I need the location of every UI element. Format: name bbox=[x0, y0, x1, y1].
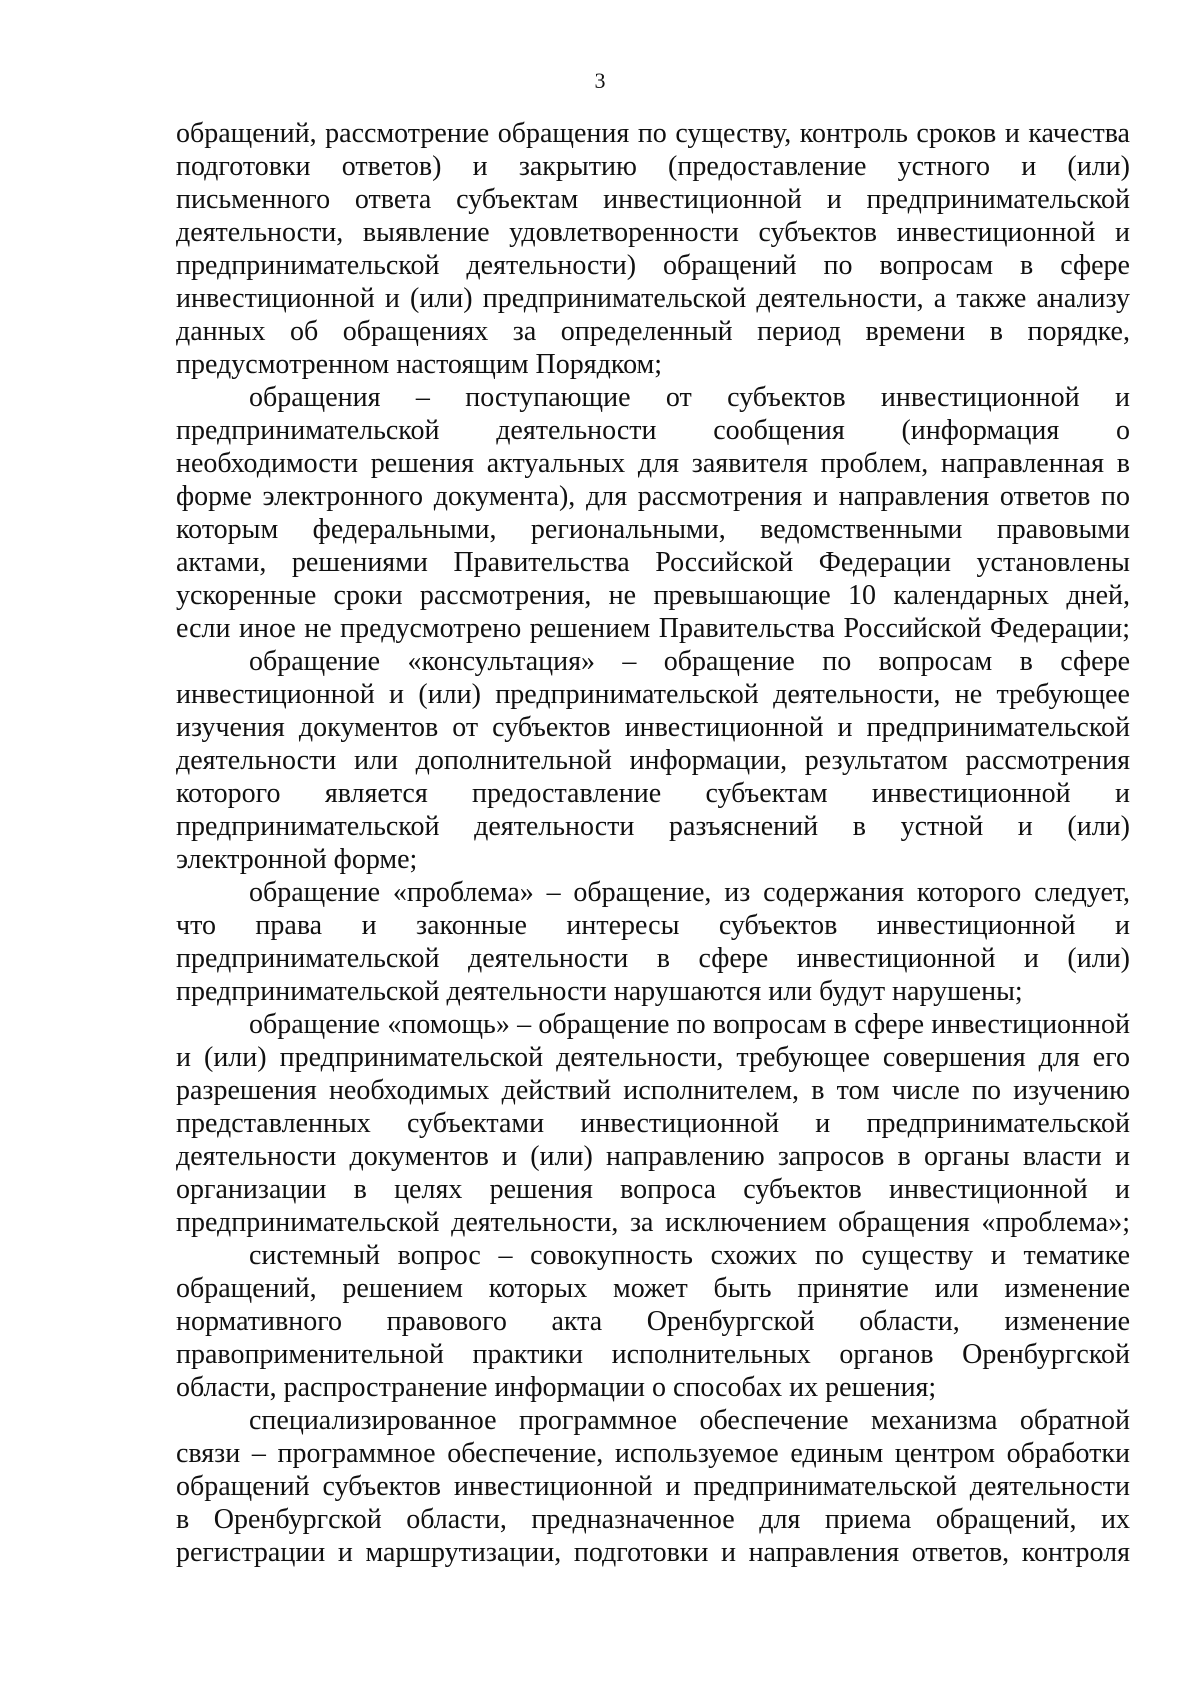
text-line: которым федеральными, региональными, ведомственными правовыми bbox=[176, 514, 1130, 545]
text-line: обращений, решением которых может быть принятие или изменение bbox=[176, 1273, 1130, 1304]
text-line: правоприменительной практики исполнительных органов Оренбургской bbox=[176, 1339, 1130, 1370]
text-line: данных об обращениях за определенный период времени в порядке, bbox=[176, 316, 1130, 347]
text-line: деятельности или дополнительной информации, результатом рассмотрения bbox=[176, 745, 1130, 776]
text-line: электронной форме; bbox=[176, 844, 418, 875]
text-line: инвестиционной и (или) предпринимательской деятельности, а также анализу bbox=[176, 283, 1130, 314]
text-line: в Оренбургской области, предназначенное для приема обращений, их bbox=[176, 1504, 1130, 1535]
text-line: что права и законные интересы субъектов инвестиционной и bbox=[176, 910, 1130, 941]
text-line: предпринимательской деятельности разъяснений в устной и (или) bbox=[176, 811, 1130, 842]
text-line: которого является предоставление субъектам инвестиционной и bbox=[176, 778, 1130, 809]
text-line: обращения – поступающие от субъектов инвестиционной и bbox=[249, 382, 1130, 413]
text-line: обращение «проблема» – обращение, из содержания которого следует, bbox=[249, 877, 1130, 908]
text-line: системный вопрос – совокупность схожих по существу и тематике bbox=[249, 1240, 1130, 1271]
text-line: разрешения необходимых действий исполнителем, в том числе по изучению bbox=[176, 1075, 1130, 1106]
text-line: инвестиционной и (или) предпринимательской деятельности, не требующее bbox=[176, 679, 1130, 710]
text-line: обращений, рассмотрение обращения по существу, контроль сроков и качества bbox=[176, 118, 1130, 149]
text-line: предусмотренном настоящим Порядком; bbox=[176, 349, 663, 380]
text-line: ускоренные сроки рассмотрения, не превышающие 10 календарных дней, bbox=[176, 580, 1130, 611]
text-line: необходимости решения актуальных для заявителя проблем, направленная в bbox=[176, 448, 1130, 479]
text-line: деятельности, выявление удовлетворенности субъектов инвестиционной и bbox=[176, 217, 1130, 248]
text-line: специализированное программное обеспечение механизма обратной bbox=[249, 1405, 1130, 1436]
text-line: обращение «консультация» – обращение по вопросам в сфере bbox=[249, 646, 1130, 677]
text-line: и (или) предпринимательской деятельности, требующее совершения для его bbox=[176, 1042, 1130, 1073]
text-line: предпринимательской деятельности) обращений по вопросам в сфере bbox=[176, 250, 1130, 281]
text-line: представленных субъектами инвестиционной и предпринимательской bbox=[176, 1108, 1130, 1139]
text-line: деятельности документов и (или) направлению запросов в органы власти и bbox=[176, 1141, 1130, 1172]
text-line: если иное не предусмотрено решением Правительства Российской Федерации; bbox=[176, 613, 1130, 644]
text-line: обращений субъектов инвестиционной и предпринимательской деятельности bbox=[176, 1471, 1130, 1502]
document-body bbox=[176, 117, 1130, 1569]
text-line: обращение «помощь» – обращение по вопросам в сфере инвестиционной bbox=[249, 1009, 1130, 1040]
text-line: предпринимательской деятельности нарушаются или будут нарушены; bbox=[176, 976, 1023, 1007]
text-line: форме электронного документа), для рассмотрения и направления ответов по bbox=[176, 481, 1130, 512]
page-number: 3 bbox=[594, 68, 606, 93]
text-line: предпринимательской деятельности сообщения (информация о bbox=[176, 415, 1130, 446]
text-line: нормативного правового акта Оренбургской области, изменение bbox=[176, 1306, 1130, 1337]
text-line: регистрации и маршрутизации, подготовки и направления ответов, контроля bbox=[176, 1537, 1130, 1568]
text-line: изучения документов от субъектов инвестиционной и предпринимательской bbox=[176, 712, 1130, 743]
text-line: связи – программное обеспечение, используемое единым центром обработки bbox=[176, 1438, 1130, 1469]
text-line: предпринимательской деятельности, за исключением обращения «проблема»; bbox=[176, 1207, 1130, 1238]
text-line: организации в целях решения вопроса субъектов инвестиционной и bbox=[176, 1174, 1130, 1205]
text-line: области, распространение информации о способах их решения; bbox=[176, 1372, 937, 1403]
text-line: подготовки ответов) и закрытию (предоставление устного и (или) bbox=[176, 151, 1130, 182]
text-line: письменного ответа субъектам инвестиционной и предпринимательской bbox=[176, 184, 1130, 215]
text-line: предпринимательской деятельности в сфере инвестиционной и (или) bbox=[176, 943, 1130, 974]
text-line: актами, решениями Правительства Российской Федерации установлены bbox=[176, 547, 1130, 578]
